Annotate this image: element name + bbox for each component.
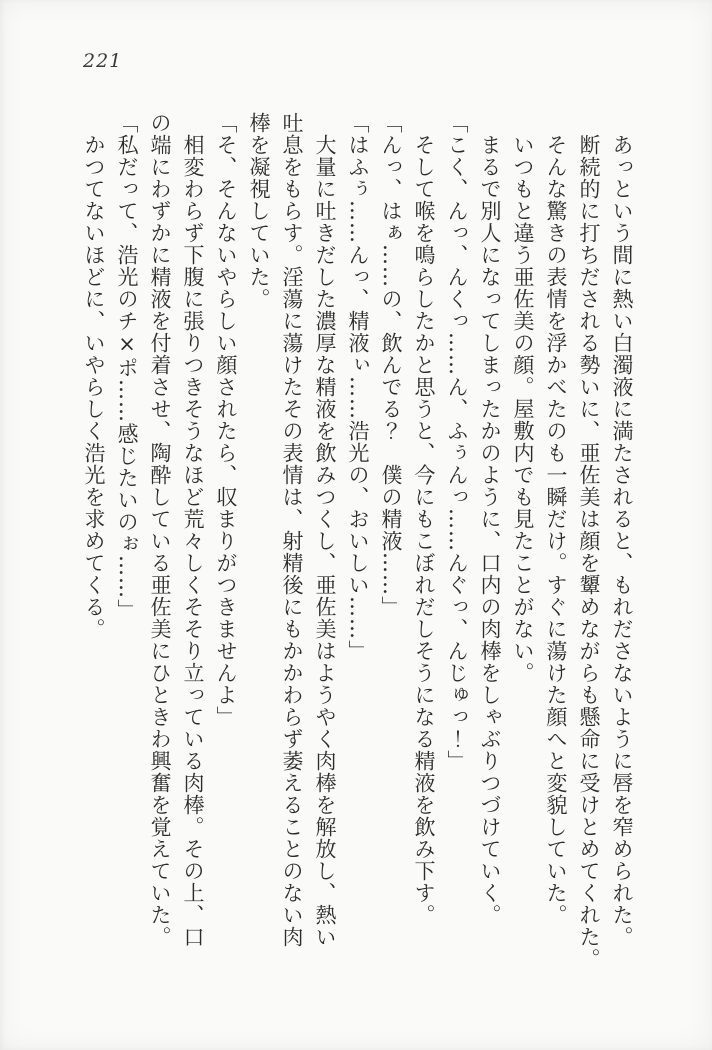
text-line: 「私だって、浩光のチ×ポ……感じたいのぉ……」: [115, 112, 139, 621]
page-number: 221: [83, 50, 123, 72]
text-line: そして喉を鳴らしたかと思うと、今にもこぼれだしそうになる精液を飲み下す。: [412, 134, 436, 926]
text-line: 「こく、んっ、んくっ……ん、ふぅんっ……んぐっ、んじゅっ！」: [445, 112, 469, 772]
text-line: いつもと違う亜佐美の顔。屋敷内でも見たことがない。: [511, 134, 535, 684]
text-line: そんな驚きの表情を浮かべたのも一瞬だけ。すぐに蕩けた顔へと変貌していた。: [544, 134, 568, 926]
text-line: あっという間に熱い白濁液に満たされると、もれださないように唇を窄められた。: [610, 134, 634, 948]
text-line: 相変わらず下腹に張りつきそうなほど荒々しくそそり立っている肉棒。その上、口: [181, 134, 205, 948]
text-line: 「んっ、はぁ……の、飲んでる？ 僕の精液……」: [379, 112, 403, 618]
text-line: 「そ、そんないやらしい顔されたら、収まりがつきませんよ」: [214, 112, 238, 728]
page-text: [77, 112, 638, 974]
text-line: 断続的に打ちだされる勢いに、亜佐美は顔を顰めながらも懸命に受けとめてくれた。: [577, 134, 601, 970]
text-line: 大量に吐きだした濃厚な精液を飲みつくし、亜佐美はようやく肉棒を解放し、熱い: [313, 134, 337, 948]
text-line: の端にわずかに精液を付着させ、陶酔している亜佐美にひときわ興奮を覚えていた。: [148, 112, 172, 948]
text-line: 棒を凝視していた。: [247, 112, 271, 310]
text-line: 吐息をもらす。淫蕩に蕩けたその表情は、射精後にもかかわらず萎えることのない肉: [280, 112, 304, 948]
text-line: かつてないほどに、いやらしく浩光を求めてくる。: [82, 134, 106, 640]
text-line: 「はふぅ……んっ、精液ぃ……浩光の、おいしい……」: [346, 112, 370, 662]
text-line: まるで別人になってしまったかのように、口内の肉棒をしゃぶりつづけていく。: [478, 134, 502, 926]
